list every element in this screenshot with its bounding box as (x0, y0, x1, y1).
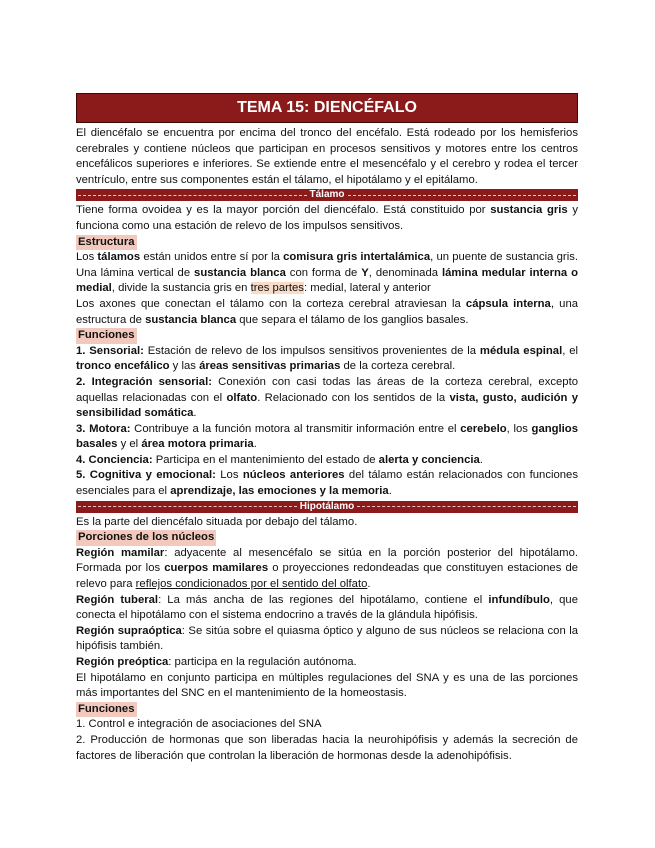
region-item: Región mamilar: adyacente al mesencéfalo se sitúa en la porción posterior del hipotálamo. Formada por los cuerpos mamilares o proyecciones redondeadas que constituyen estaciones de relevo para reflejos condicionados por el sentido del olfato. (76, 546, 579, 591)
divider-line (348, 195, 577, 196)
subheading-funciones-hipotalamo: Funciones (76, 702, 137, 718)
underlined-text: reflejos condicionados por el sentido del olfato (135, 578, 368, 591)
funcion-item: 1. Control e integración de asociaciones del SNA (76, 718, 322, 731)
funcion-item: 5. Cognitiva y emocional: Los núcleos anteriores del tálamo están relacionados con funciones esenciales para el aprendizaje, las emociones y la memoria. (76, 469, 578, 498)
divider-line (357, 506, 576, 507)
region-item: Región tuberal: La más ancha de las regiones del hipotálamo, contiene el infundíbulo, que conecta el hipotálamo con el sistema endocrino a través de la glándula hipófisis. (76, 593, 578, 622)
funcion-item: 1. Sensorial: Estación de relevo de los impulsos sensitivos provenientes de la médula espinal, el tronco encefálico y las áreas sensitivas primarias de la corteza cerebral. (76, 344, 578, 373)
divider-line (78, 506, 297, 507)
document-page (76, 93, 578, 764)
region-item: Región supraóptica: Se sitúa sobre el quiasma óptico y alguno de sus núcleos se relaciona con la hipófisis también. (76, 624, 579, 653)
subheading-estructura: Estructura (76, 235, 137, 251)
divider-label: Hipotálamo (299, 500, 355, 512)
hipotalamo-description: Es la parte del diencéfalo situada por debajo del tálamo. (76, 515, 358, 528)
subheading-funciones: Funciones (76, 328, 137, 344)
estructura-paragraph: Los tálamos están unidos entre sí por la comisura gris intertalámica, un puente de sustancia gris. Una lámina vertical de sustancia blanca con forma de Y, denominada lámina medular interna o medial, divide la sustancia gris en tres partes: medial, lateral y anterior (76, 251, 578, 295)
section-divider-talamo (76, 189, 578, 201)
divider-label: Tálamo (309, 189, 345, 201)
estructura-paragraph-2: Los axones que conectan el tálamo con la corteza cerebral atraviesan la cápsula interna, una estructura de sustancia blanca que separa el tálamo de los ganglios basales. (76, 297, 579, 326)
section-divider-hipotalamo (76, 501, 578, 513)
highlight: tres partes (250, 282, 304, 295)
funcion-item: 2. Producción de hormonas que son liberadas hacia la neurohipófisis y además la secreción de factores de liberación que controlan la liberación de hormonas desde la adenohipófisis. (76, 733, 578, 762)
funcion-item: 3. Motora: Contribuye a la función motora al transmitir información entre el cerebelo, los ganglios basales y el área motora primaria. (76, 422, 578, 451)
region-item: Región preóptica: participa en la regulación autónoma. (76, 656, 357, 668)
intro-paragraph: El diencéfalo se encuentra por encima del tronco del encéfalo. Está rodeado por los hemisferios cerebrales y contiene núcleos que participan en procesos sensitivos y motores entre los centros encefálicos superiores e inferiores. Se extiende entre el mesencéfalo y el cerebro y rodea el tercer ventrículo, entre sus componentes están el tálamo, el hipotálamo y el epitálamo. (76, 127, 578, 186)
funcion-item: 4. Conciencia: Participa en el mantenimiento del estado de alerta y conciencia. (76, 453, 483, 466)
talamo-description: Tiene forma ovoidea y es la mayor porción del diencéfalo. Está constituido por sustancia gris y funciona como una estación de relevo de los impulsos sensitivos. (76, 204, 578, 232)
page-title: TEMA 15: DIENCÉFALO (76, 93, 578, 123)
funcion-item: 2. Integración sensorial: Conexión con casi todas las áreas de la corteza cerebral, excepto aquellas relacionadas con el olfato. Relacionado con los sentidos de la vista, gusto, audición y sensibilidad somática. (76, 375, 579, 420)
subheading-porciones: Porciones de los núcleos (76, 530, 216, 546)
divider-line (78, 195, 307, 196)
sna-paragraph: El hipotálamo en conjunto participa en múltiples regulaciones del SNA y es una de las porciones más importantes del SNC en el mantenimiento de la homeostasis. (76, 671, 578, 700)
